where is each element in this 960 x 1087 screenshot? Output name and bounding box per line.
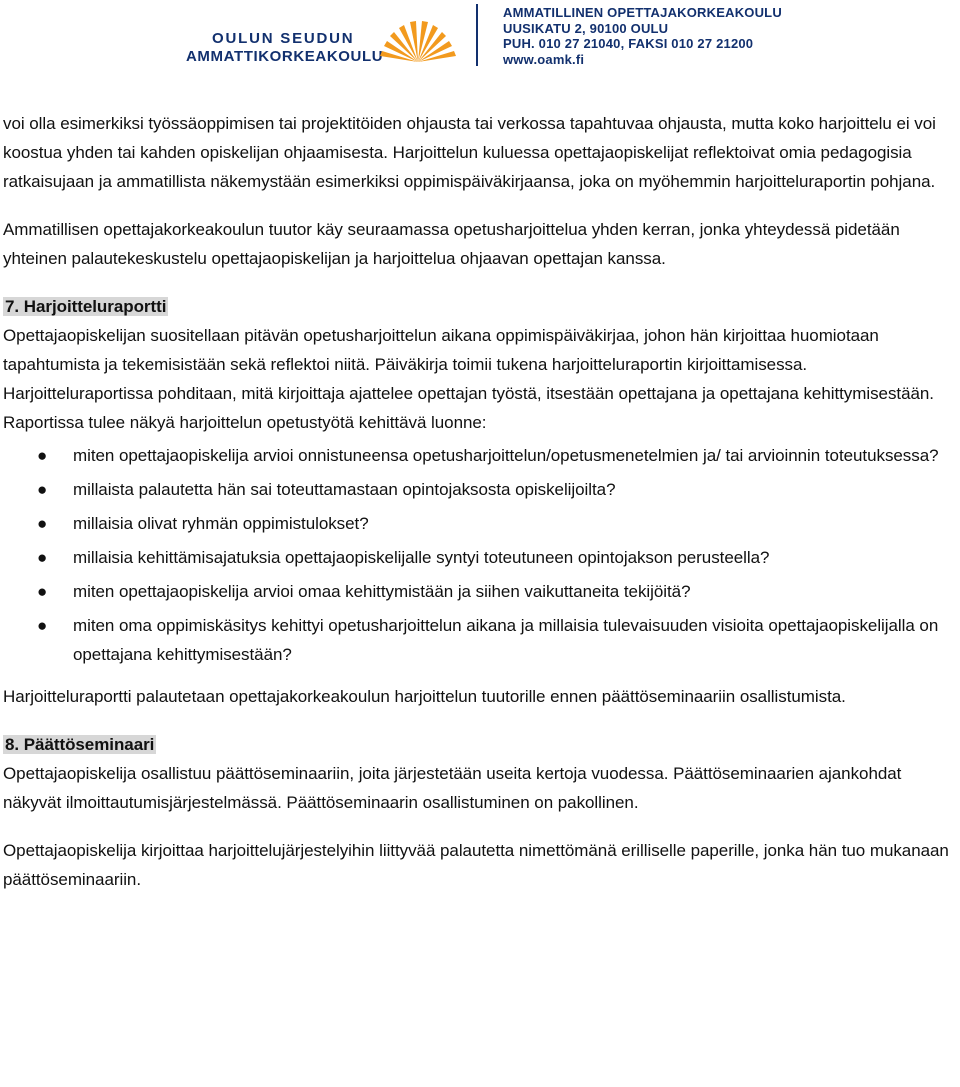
paragraph-3: Opettajaopiskelijan suositellaan pitävän opetusharjoittelun aikana oppimispäiväkirjaa, johon hän kirjoittaa huomiotaan tapahtumista ja tekemisistään sekä reflektoi niitä. Päiväkirja toimii tukena harjoitteluraportin kirjoittamisessa. Harjoitteluraportissa pohditaan, mitä kirjoittaja ajattelee opettajan työstä, itsestään opettajana ja opettajana kehittymisestään. Raportissa tulee näkyä harjoittelun opetustyötä kehittävä luonne:	[3, 326, 934, 432]
logo-line-2: AMMATTIKORKEAKOULU	[186, 48, 384, 65]
paragraph-4: Harjoitteluraportti palautetaan opettajakorkeakoulun harjoittelun tuutorille ennen päättöseminaariin osallistumista.	[3, 687, 846, 706]
section-heading-8-text: 8. Päättöseminaari	[5, 735, 155, 754]
list-item-text: miten opettajaopiskelija arvioi onnistuneensa opetusharjoittelun/opetusmenetelmien ja/ tai arvioinnin toteutuksessa?	[73, 446, 939, 465]
address-line-2: UUSIKATU 2, 90100 OULU	[503, 20, 669, 36]
list-item-text: miten oma oppimiskäsitys kehittyi opetusharjoittelun aikana ja millaisia tulevaisuuden visioita opettajaopiskelijalla on opettajana kehittymisestään?	[73, 616, 939, 664]
paragraph-5: Opettajaopiskelija osallistuu päättöseminaariin, joita järjestetään useita kertoja vuodessa. Päättöseminaarien ajankohdat näkyvät ilmoittautumisjärjestelmässä. Päättöseminaarin osallistuminen on pakollinen.	[3, 764, 902, 812]
list-item	[3, 543, 958, 572]
section-heading-7	[3, 292, 958, 321]
list-item	[3, 611, 958, 669]
section-heading-7-text: 7. Harjoitteluraportti	[5, 297, 167, 316]
oamk-logo-text	[186, 30, 383, 66]
bullet-icon: ●	[37, 616, 48, 635]
list-item	[3, 441, 958, 470]
paragraph-6: Opettajaopiskelija kirjoittaa harjoittelujärjestelyihin liittyvää palautetta nimettömänä erilliselle paperille, jonka hän tuo mukanaan päättöseminaariin.	[3, 841, 949, 889]
paragraph-1: voi olla esimerkiksi työssäoppimisen tai projektitöiden ohjausta tai verkossa tapahtuvaa ohjausta, mutta koko harjoittelu ei voi koostua yhden tai kahden opiskelijan ohjaamisesta. Harjoittelun kuluessa opettajaopiskelijat reflektoivat omia pedagogisia ratkaisujaan ja ammatillista näkemystään esimerkiksi oppimispäiväkirjaansa, joka on myöhemmin harjoitteluraportin pohjana.	[3, 114, 936, 191]
list-item	[3, 475, 958, 504]
list-item-text: millaista palautetta hän sai toteuttamastaan opintojaksosta opiskelijoilta?	[73, 480, 616, 499]
list-item-text: millaisia olivat ryhmän oppimistulokset?	[73, 514, 369, 533]
address-line-4: www.oamk.fi	[503, 51, 585, 67]
list-item-text: miten opettajaopiskelija arvioi omaa kehittymistään ja siihen vaikuttaneita tekijöitä?	[73, 582, 691, 601]
paragraph-2: Ammatillisen opettajakorkeakoulun tuutor käy seuraamassa opetusharjoittelua yhden kerran, jonka yhteydessä pidetään yhteinen palautekeskustelu opettajaopiskelijan ja harjoittelua ohjaavan opettajan kanssa.	[3, 220, 900, 268]
bullet-icon: ●	[37, 548, 48, 567]
bullet-icon: ●	[37, 582, 48, 601]
list-item	[3, 509, 958, 538]
logo-line-1: OULUN SEUDUN	[212, 30, 355, 47]
header-divider	[476, 4, 478, 66]
list-item-text: millaisia kehittämisajatuksia opettajaopiskelijalle syntyi toteutuneen opintojakson perusteella?	[73, 548, 770, 567]
address-line-1: AMMATILLINEN OPETTAJAKORKEAKOULU	[503, 5, 782, 20]
fan-logo-icon	[378, 18, 458, 66]
document-body	[3, 109, 958, 894]
address-line-3: PUH. 010 27 21040, FAKSI 010 27 21200	[503, 36, 754, 51]
bullet-icon: ●	[37, 480, 48, 499]
section-heading-8	[3, 730, 958, 759]
bullet-icon: ●	[37, 446, 48, 465]
list-item	[3, 577, 958, 606]
page-header	[0, 0, 960, 80]
institution-address	[503, 5, 782, 67]
bullet-icon: ●	[37, 514, 48, 533]
bullet-list	[3, 441, 958, 669]
